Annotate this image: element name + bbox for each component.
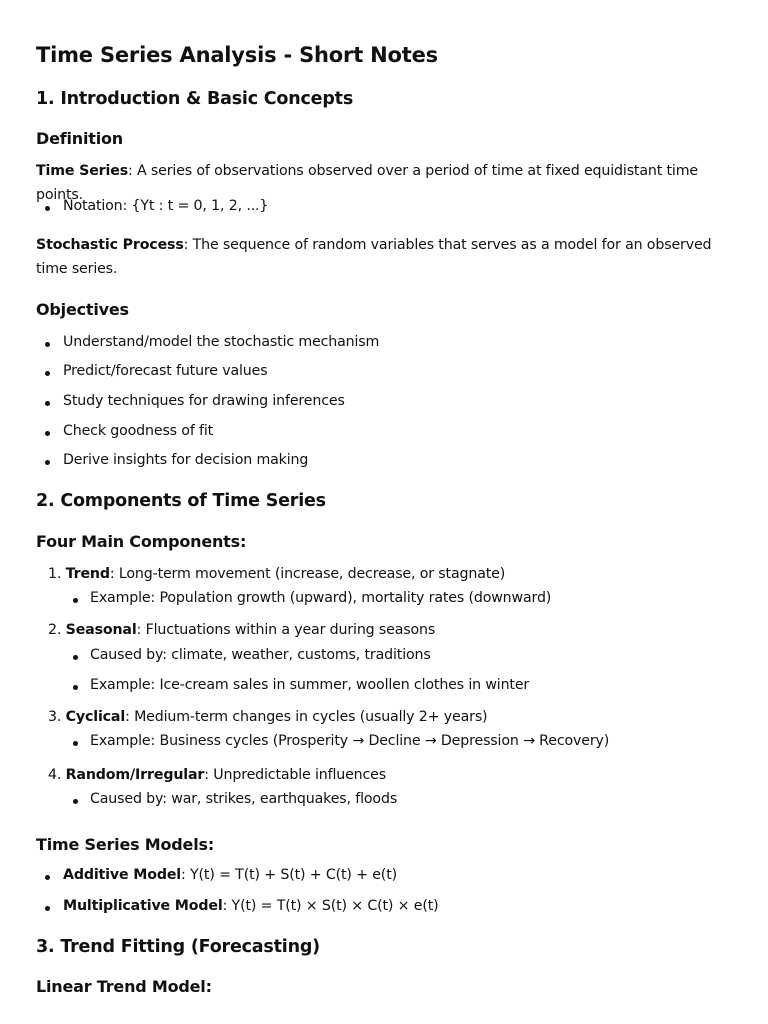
component-subitem: Example: Population growth (upward), mortality rates (downward): [90, 590, 552, 606]
stochastic-term: Stochastic Process: [36, 237, 184, 253]
objective-item: Predict/forecast future values: [63, 363, 268, 379]
models-heading: Time Series Models:: [36, 835, 215, 854]
stochastic-process-definition: [36, 233, 726, 281]
model-term: Additive Model: [63, 867, 182, 883]
component-subitem: Example: Ice-cream sales in summer, woollen clothes in winter: [90, 677, 530, 693]
component-random: [48, 767, 386, 783]
time-series-term: Time Series: [36, 163, 129, 179]
component-term: Random/Irregular: [65, 767, 205, 783]
component-trend: [48, 566, 505, 582]
linear-trend-heading: Linear Trend Model:: [36, 977, 212, 996]
section-1-heading: 1. Introduction & Basic Concepts: [36, 89, 354, 109]
model-item-additive: [63, 867, 397, 883]
component-seasonal: [48, 622, 435, 638]
component-number: 4.: [48, 767, 62, 783]
component-term: Seasonal: [65, 622, 137, 638]
model-item-multiplicative: [63, 898, 439, 914]
section-2-heading: 2. Components of Time Series: [36, 491, 326, 511]
component-text: : Medium-term changes in cycles (usually 2+ years): [125, 709, 488, 725]
stochastic-text: : The sequence of random variables that serves as a model for an observed time series.: [36, 237, 712, 277]
components-heading: Four Main Components:: [36, 532, 247, 551]
section-3-heading: 3. Trend Fitting (Forecasting): [36, 937, 320, 957]
component-subitem: Example: Business cycles (Prosperity → Decline → Depression → Recovery): [90, 733, 610, 749]
page-title: Time Series Analysis - Short Notes: [36, 43, 438, 67]
model-formula: : Y(t) = T(t) × S(t) × C(t) × e(t): [222, 898, 439, 914]
definition-heading: Definition: [36, 129, 123, 148]
objective-item: Understand/model the stochastic mechanism: [63, 334, 380, 350]
objective-item: Check goodness of fit: [63, 423, 214, 439]
model-formula: : Y(t) = T(t) + S(t) + C(t) + e(t): [181, 867, 397, 883]
notation-item: Notation: {Yt : t = 0, 1, 2, ...}: [63, 198, 269, 214]
component-text: : Fluctuations within a year during seasons: [136, 622, 436, 638]
component-subitem: Caused by: climate, weather, customs, traditions: [90, 647, 431, 663]
component-cyclical: [48, 709, 487, 725]
component-text: : Long-term movement (increase, decrease, or stagnate): [109, 566, 506, 582]
component-number: 1.: [48, 566, 62, 582]
component-subitem: Caused by: war, strikes, earthquakes, floods: [90, 791, 398, 807]
model-term: Multiplicative Model: [63, 898, 223, 914]
objectives-heading: Objectives: [36, 300, 129, 319]
component-text: : Unpredictable influences: [204, 767, 386, 783]
component-term: Cyclical: [65, 709, 126, 725]
time-series-text: : A series of observations observed over a period of time at fixed equidistant time points.: [36, 163, 698, 203]
component-number: 3.: [48, 709, 62, 725]
objective-item: Derive insights for decision making: [63, 452, 309, 468]
component-term: Trend: [65, 566, 110, 582]
objective-item: Study techniques for drawing inferences: [63, 393, 345, 409]
component-number: 2.: [48, 622, 62, 638]
